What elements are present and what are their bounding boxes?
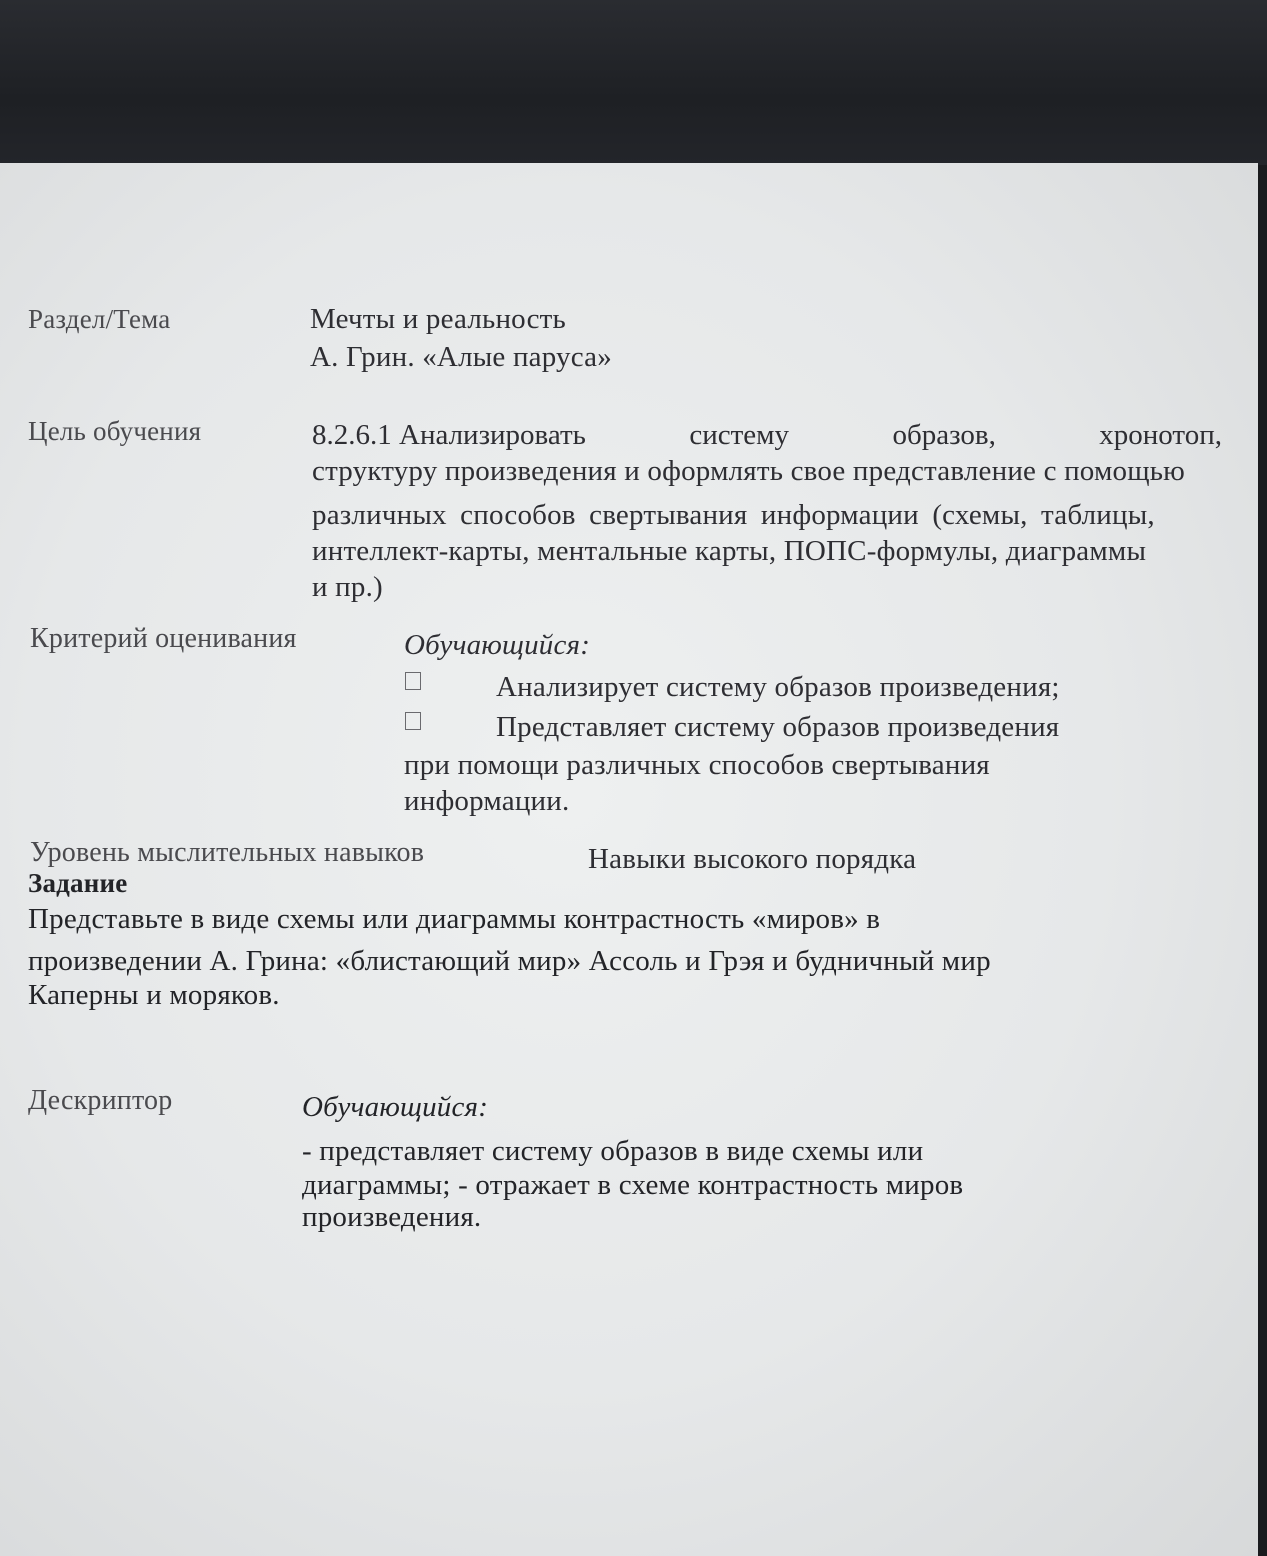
goal-line1-word4: хронотоп, [1099, 419, 1222, 451]
section-theme-line2: А. Грин. «Алые паруса» [310, 341, 612, 373]
criteria-item1: Анализирует систему образов произведения; [496, 671, 1060, 703]
task-line3: Каперны и моряков. [28, 979, 280, 1011]
monitor-bezel-top [0, 0, 1267, 165]
goal-line2: структуру произведения и оформлять свое представление с помощью [312, 455, 1186, 487]
thinking-value: Навыки высокого порядка [588, 843, 917, 875]
task-line2: произведении А. Грина: «блистающий мир» Ассоль и Грэя и будничный мир [28, 945, 991, 977]
descriptor-label: Дескриптор [28, 1085, 173, 1116]
goal-line1-word3: образов, [892, 419, 996, 451]
descriptor-intro: Обучающийся: [302, 1091, 489, 1123]
goal-label: Цель обучения [28, 416, 202, 446]
goal-line5: и пр.) [312, 571, 383, 603]
task-label: Задание [28, 868, 128, 898]
monitor-bezel-right [1258, 165, 1267, 1556]
criteria-item2-line2: при помощи различных способов свертывания [404, 749, 990, 781]
descriptor-line2: диаграммы; - отражает в схеме контрастность миров [302, 1169, 964, 1201]
criteria-intro: Обучающийся: [404, 629, 591, 661]
thinking-label: Уровень мыслительных навыков [30, 837, 425, 868]
section-label: Раздел/Тема [28, 304, 171, 334]
checkbox-icon [405, 672, 421, 690]
criteria-item2-line1: Представляет систему образов произведения [496, 711, 1060, 743]
goal-line3: различных способов свертывания информации (схемы, таблицы, [312, 499, 1155, 531]
checkbox-icon [405, 712, 421, 730]
goal-line1 [312, 418, 1222, 452]
criteria-item2-line3: информации. [404, 785, 570, 817]
descriptor-line1: - представляет систему образов в виде схемы или [302, 1135, 924, 1167]
goal-line1-word1: 8.2.6.1 Анализировать [312, 419, 586, 451]
criteria-label: Критерий оценивания [30, 623, 297, 654]
goal-line4: интеллект-карты, ментальные карты, ПОПС-формулы, диаграммы [312, 535, 1147, 567]
section-theme-line1: Мечты и реальность [310, 303, 566, 335]
task-line1: Представьте в виде схемы или диаграммы контрастность «миров» в [28, 903, 881, 935]
descriptor-line3: произведения. [302, 1201, 482, 1233]
goal-line1-word2: систему [689, 419, 790, 451]
